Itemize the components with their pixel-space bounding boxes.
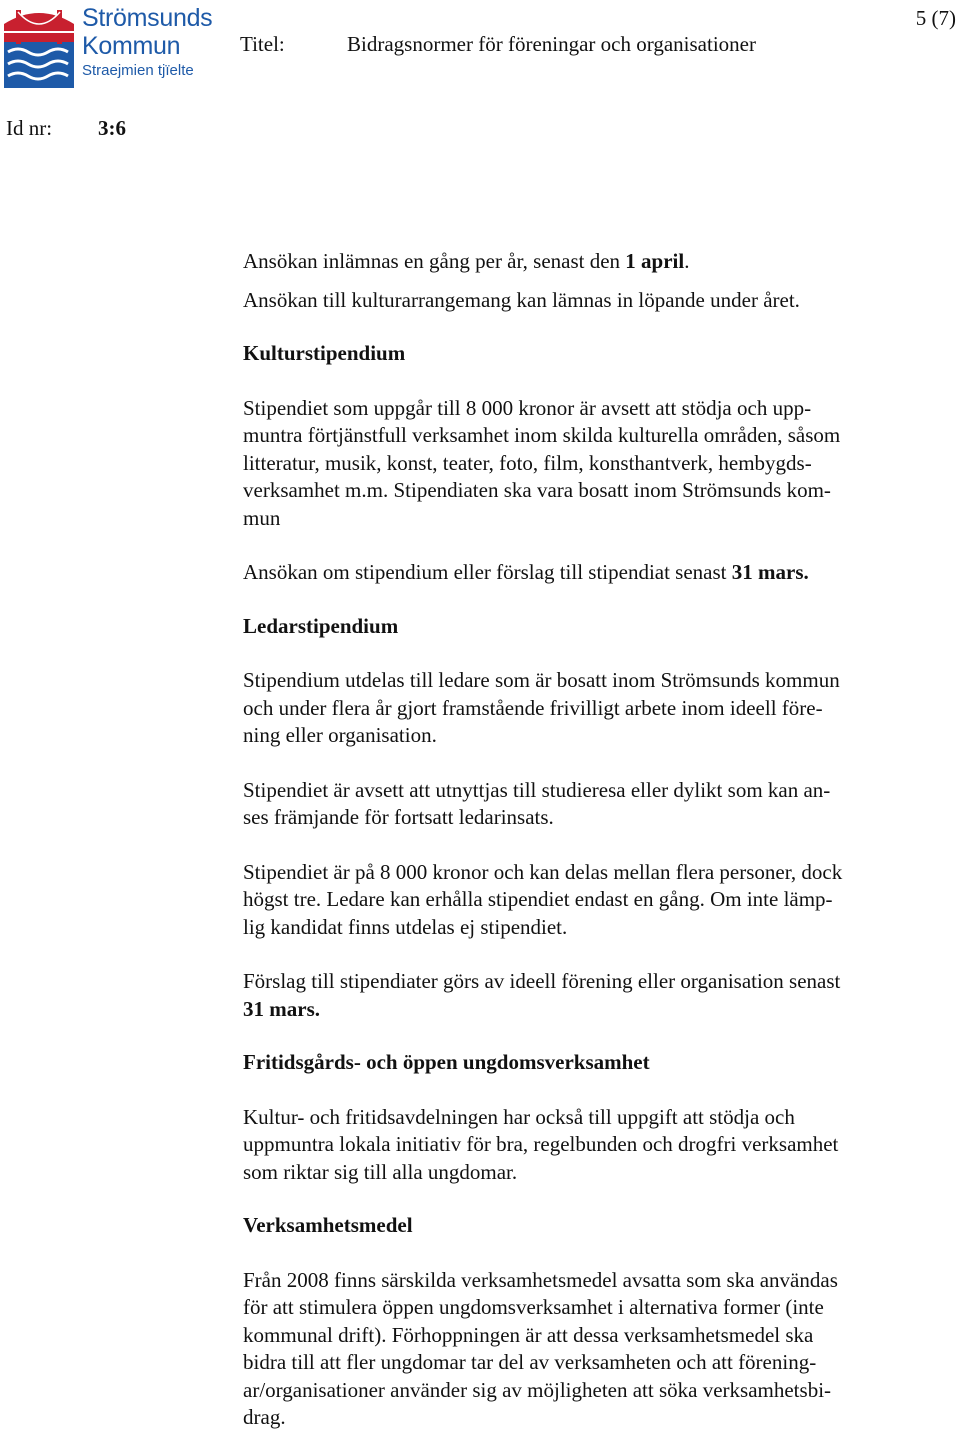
document-title: Bidragsnormer för föreningar och organisationer [347,32,756,56]
cultural-events-note: Ansökan till kulturarrangemang kan lämnas in löpande under året. [243,287,800,312]
ledarstipendium-amount: Stipendiet är på 8 000 kronor och kan delas mellan flera personer, dock högst tre. Ledare kan erhålla stipendiet endast en gång. Om inte lämp- lig kandidat finns utdelas ej stipendiet. [243,859,843,939]
title-label: Titel: [240,32,285,56]
heading-fritidsgard: Fritidsgårds- och öppen ungdomsverksamhet [243,1050,650,1074]
id-label: Id nr: [6,116,53,140]
page-number: 5 (7) [915,6,956,30]
kulturstipendium-deadline: Ansökan om stipendium eller förslag till stipendiat senast 31 mars. [243,560,809,584]
bridge-water-emblem-icon [4,2,74,88]
logo-text-stromsunds: Strömsunds [82,4,213,32]
heading-verksamhetsmedel: Verksamhetsmedel [243,1213,413,1237]
heading-ledarstipendium: Ledarstipendium [243,613,399,638]
application-deadline: Ansökan inlämnas en gång per år, senast den 1 april. [243,249,690,273]
logo-text-sami: Straejmien tjïelte [82,62,194,79]
ledarstipendium-eligibility: Stipendium utdelas till ledare som är bosatt inom Strömsunds kommun och under flera år gjort framstående frivilligt arbete inom ideell före- ning eller organisation. [243,668,840,747]
document-body [243,248,948,1432]
verksamhetsmedel-description: Från 2008 finns särskilda verksamhetsmedel avsatta som ska användas för att stimulera öppen ungdomsverksamhet i alternativa former (inte kommunal drift). Förhoppningen är att dessa verksamhetsmedel ska bidra till att fler ungdomar tar del av verksamheten och att förening- ar/organisationer använder sig av möjligheten att söka verksamhetsbi- drag. [243,1267,838,1429]
logo-text-kommun: Kommun [82,32,181,60]
heading-kulturstipendium: Kulturstipendium [243,341,406,365]
kulturstipendium-description: Stipendiet som uppgår till 8 000 kronor är avsett att stödja och upp- muntra förtjänstfull verksamhet inom skilda kulturella områden, såsom litteratur, musik, konst, teater, foto, film, konsthantverk, hembygds- verksamhet m.m. Stipendiaten ska vara bosatt inom Strömsunds kom- mun [243,395,841,530]
id-value: 3:6 [98,116,126,140]
deadline-date: 1 april [625,249,685,273]
ledarstipendium-purpose: Stipendiet är avsett att utnyttjas till studieresa eller dylikt som kan an- ses främjande för fortsatt ledarinsats. [243,777,831,829]
ledarstipendium-nomination: Förslag till stipendiater görs av ideell förening eller organisation senast 31 mars. [243,969,841,1021]
fritidsgard-description: Kultur- och fritidsavdelningen har också till uppgift att stödja och uppmuntra lokala initiativ för bra, regelbunden och drogfri verksamhet som riktar sig till alla ungdomar. [243,1104,839,1184]
municipality-logo [4,2,214,90]
